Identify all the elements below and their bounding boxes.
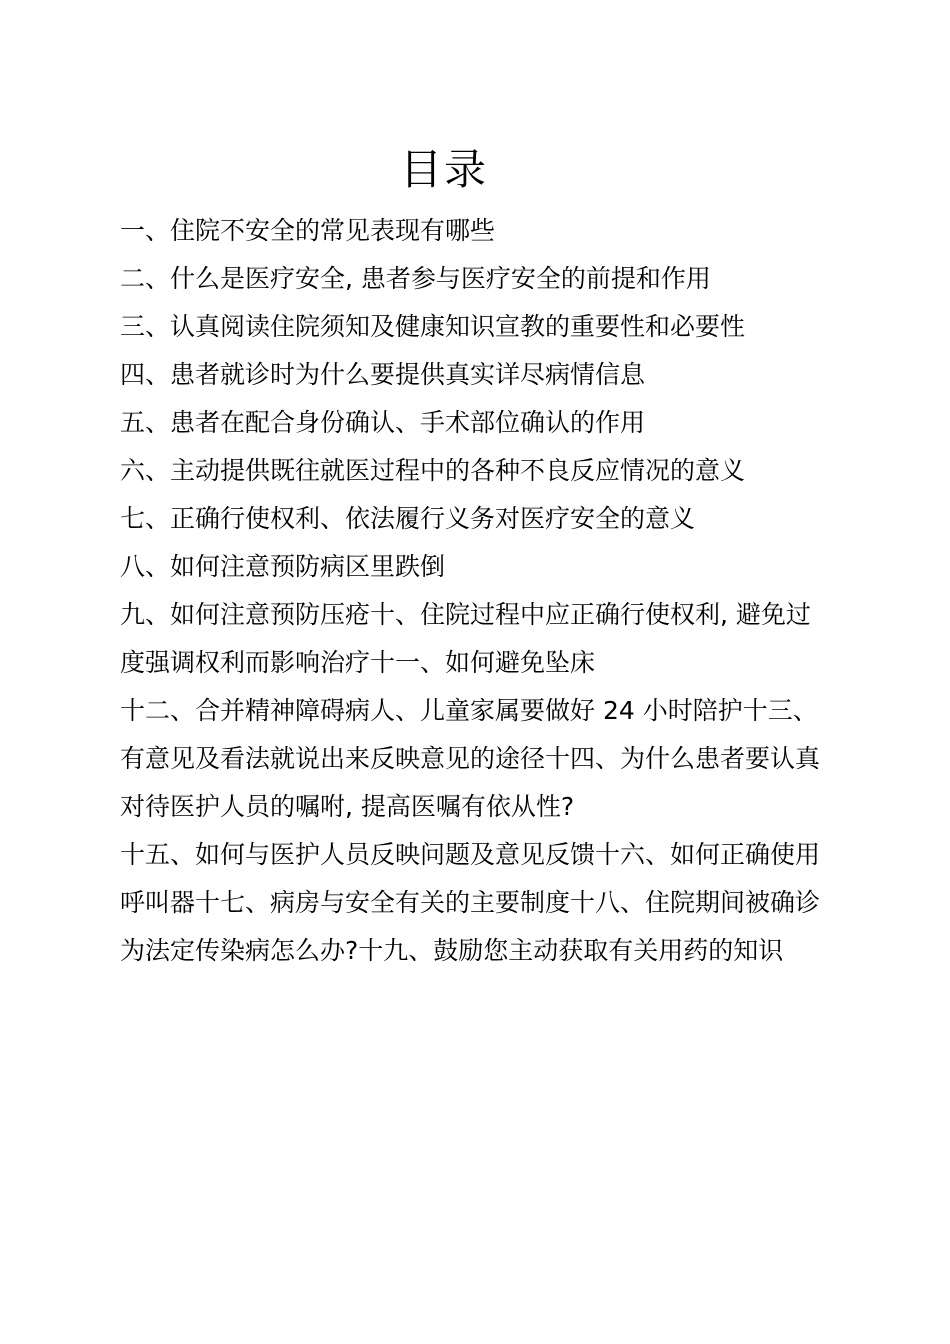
toc-entry-4: 四、患者就诊时为什么要提供真实详尽病情信息 bbox=[120, 360, 646, 389]
toc-entry-3: 三、认真阅读住院须知及健康知识宣教的重要性和必要性 bbox=[120, 312, 746, 341]
toc-entry-1: 一、住院不安全的常见表现有哪些 bbox=[120, 216, 496, 245]
toc-entry-8: 八、如何注意预防病区里跌倒 bbox=[120, 552, 446, 581]
toc-entry-7: 七、正确行使权利、依法履行义务对医疗安全的意义 bbox=[120, 504, 696, 533]
table-of-contents bbox=[120, 207, 825, 975]
page-title: 目录 bbox=[399, 145, 488, 194]
toc-entry-10: 十二、合并精神障碍病人、儿童家属要做好 24 小时陪护十三、有意见及看法就说出来反映意见的途径十四、为什么患者要认真对待医护人员的嘱咐, 提高医嘱有依从性? bbox=[120, 696, 821, 821]
toc-entry-6: 六、主动提供既往就医过程中的各种不良反应情况的意义 bbox=[120, 456, 746, 485]
toc-entry-11: 十五、如何与医护人员反映问题及意见反馈十六、如何正确使用呼叫器十七、病房与安全有关的主要制度十八、住院期间被确诊为法定传染病怎么办?十九、鼓励您主动获取有关用药的知识 bbox=[120, 840, 821, 965]
toc-entry-9: 九、如何注意预防压疮十、住院过程中应正确行使权利, 避免过度强调权利而影响治疗十一、如何避免坠床 bbox=[120, 600, 811, 677]
toc-entry-5: 五、患者在配合身份确认、手术部位确认的作用 bbox=[120, 408, 646, 437]
toc-entry-2: 二、什么是医疗安全, 患者参与医疗安全的前提和作用 bbox=[120, 264, 711, 293]
